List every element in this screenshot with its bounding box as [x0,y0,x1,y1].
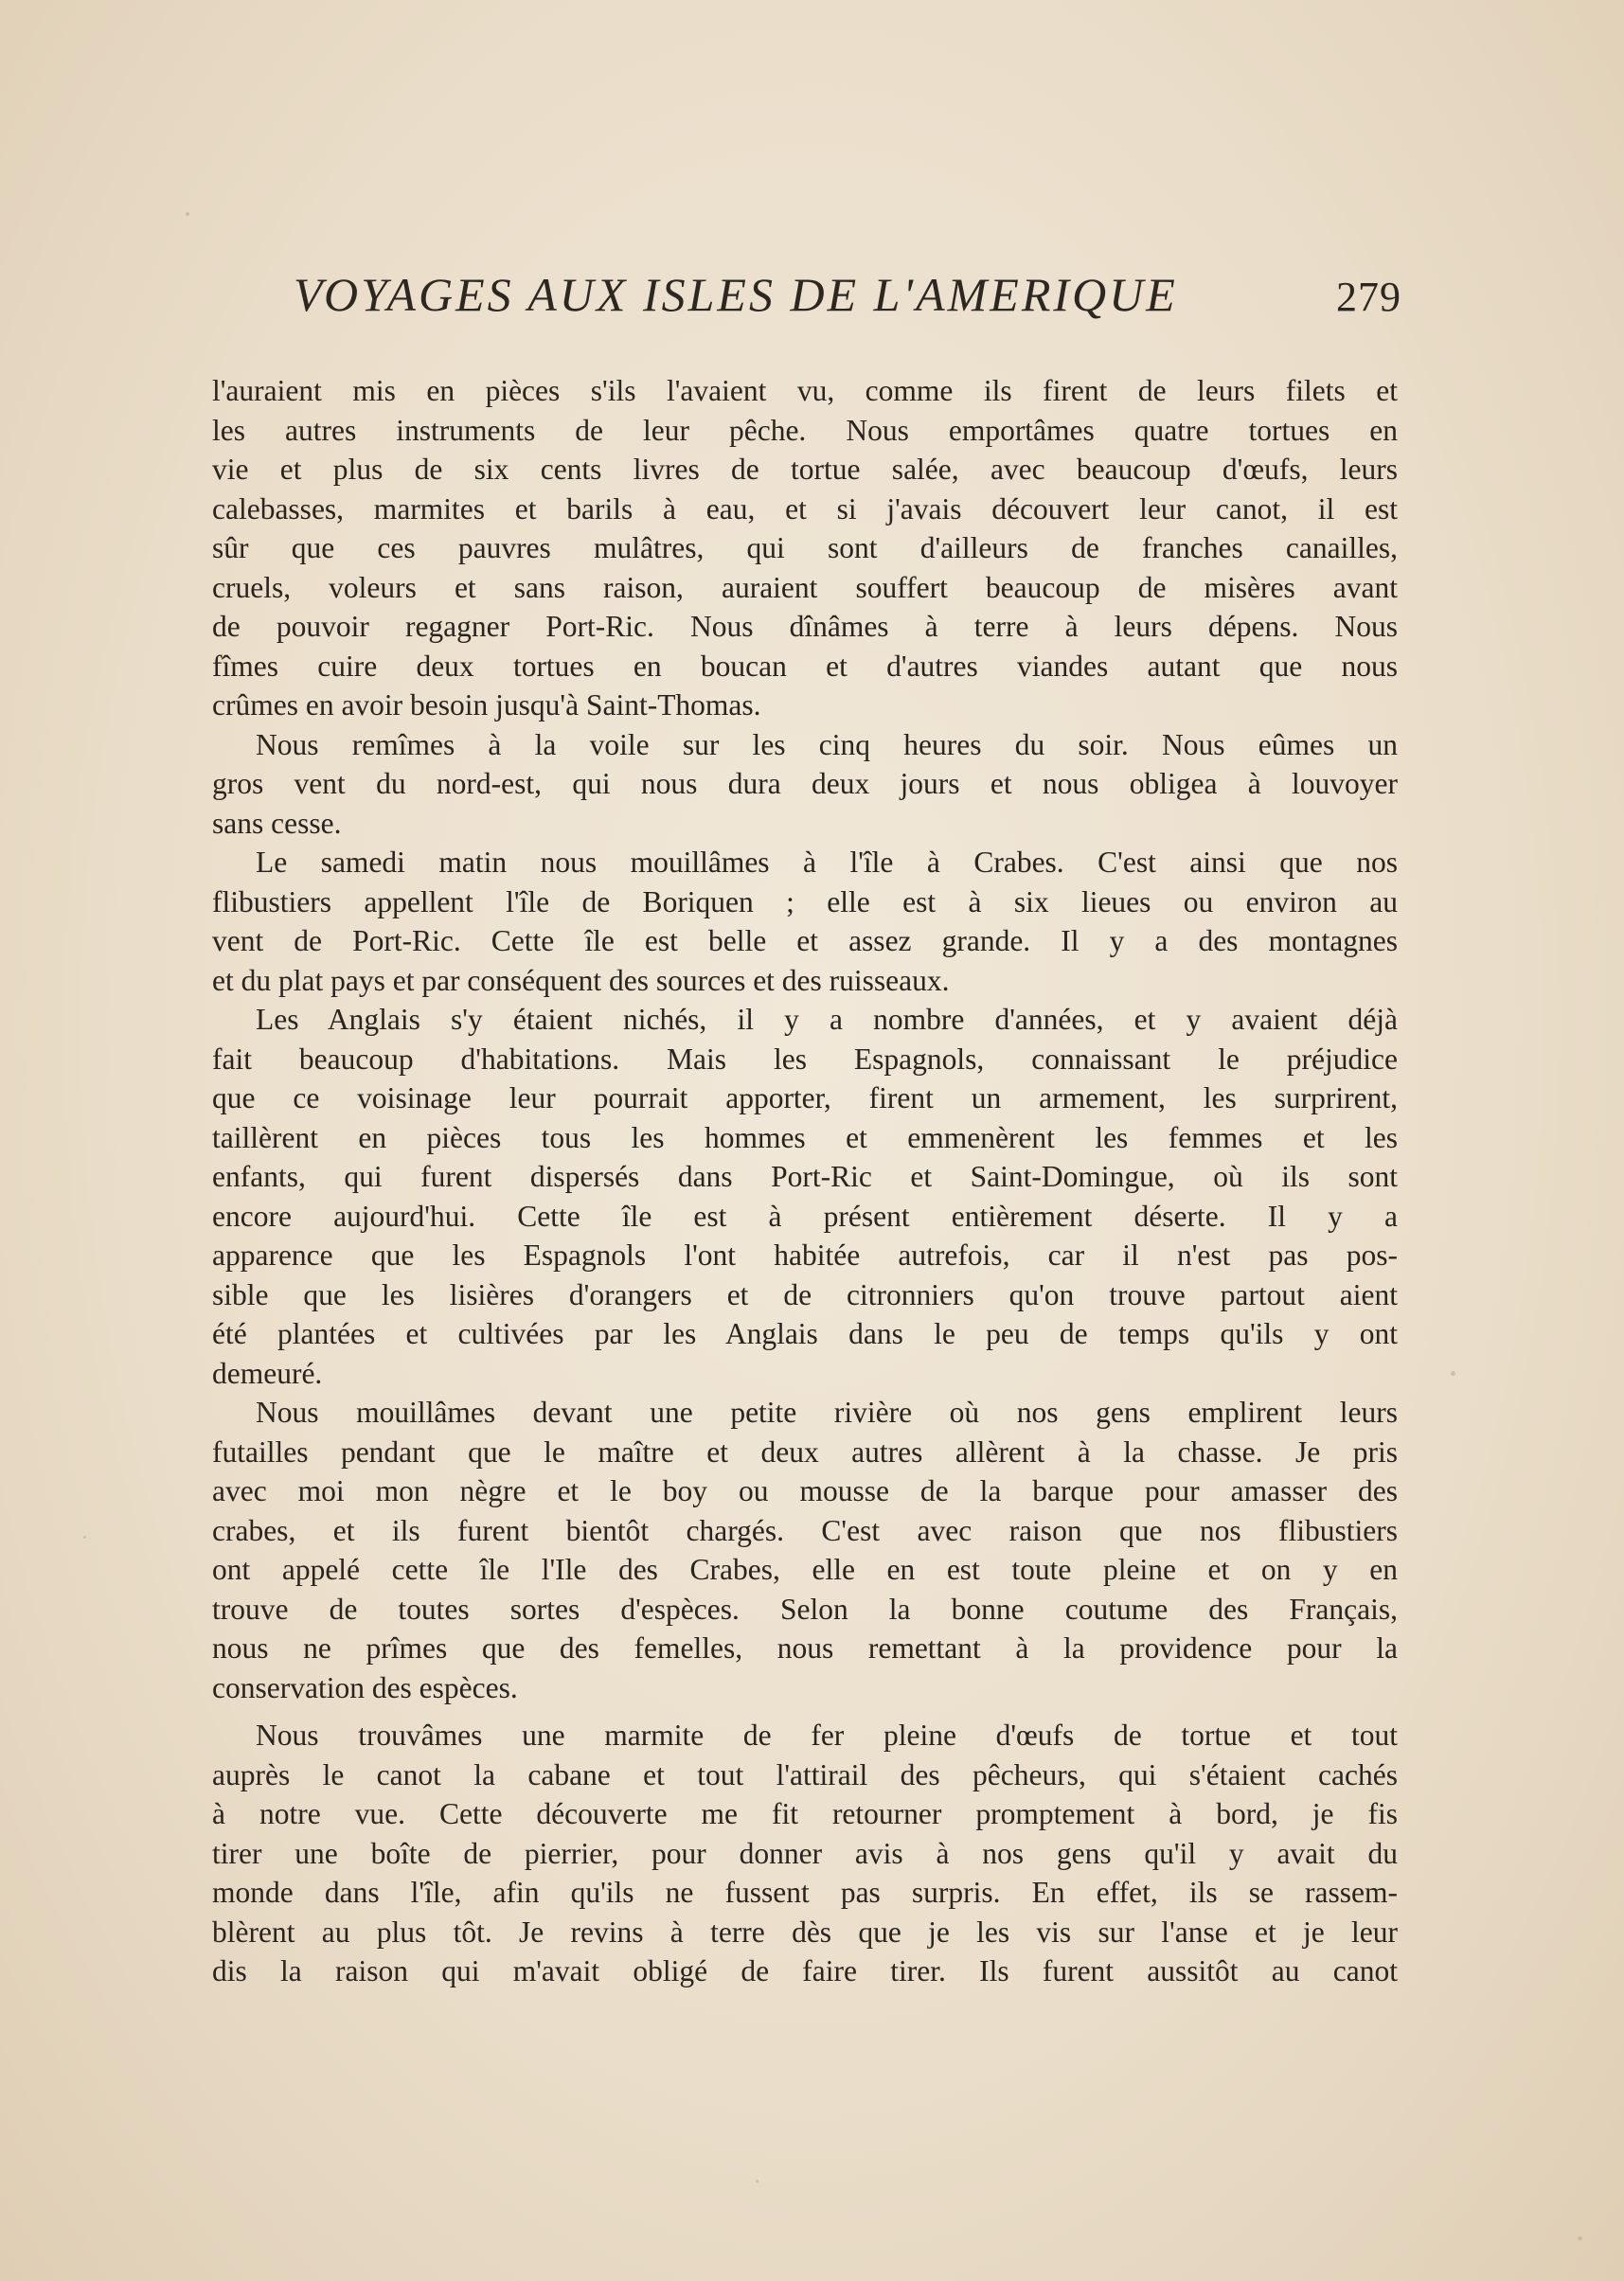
running-title: VOYAGES AUX ISLES DE L'AMERIQUE [294,268,1178,321]
text-line: vent de Port-Ric. Cette île est belle et assez grande. Il y a des montagnes [212,924,1398,957]
text-line: monde dans l'île, afin qu'ils ne fussent pas surpris. En effet, ils se rassem- [212,1876,1398,1909]
text-line: futailles pendant que le maître et deux autres allèrent à la chasse. Je pris [212,1435,1398,1469]
text-line: que ce voisinage leur pourrait apporter, firent un armement, les surprirent, [212,1081,1398,1114]
text-line: sans cesse. [212,806,342,840]
text-line: avec moi mon nègre et le boy ou mousse de la barque pour amasser des [212,1474,1398,1507]
page-number: 279 [1336,274,1401,320]
paper-speck [1578,2236,1582,2240]
text-line: apparence que les Espagnols l'ont habitée autrefois, car il n'est pas pos- [212,1239,1398,1272]
text-line: cruels, voleurs et sans raison, auraient souffert beaucoup de misères avant [212,570,1398,604]
text-line: Le samedi matin nous mouillâmes à l'île à Crabes. C'est ainsi que nos [256,846,1398,879]
paragraph [212,371,1398,725]
text-line: dis la raison qui m'avait obligé de faire tirer. Ils furent aussitôt au canot [212,1954,1398,1987]
text-line: auprès le canot la cabane et tout l'attirail des pêcheurs, qui s'étaient cachés [212,1757,1398,1791]
text-line: gros vent du nord-est, qui nous dura deux jours et nous obligea à louvoyer [212,767,1398,800]
paper-speck [756,2180,758,2183]
text-line: fait beaucoup d'habitations. Mais les Espagnols, connaissant le préjudice [212,1042,1398,1076]
text-line: flibustiers appellent l'île de Boriquen ; elle est à six lieues ou environ au [212,884,1398,918]
paragraph [212,1000,1398,1393]
text-line: nous ne prîmes que des femelles, nous remettant à la providence pour la [212,1631,1398,1665]
text-line: crabes, et ils furent bientôt chargés. C'est avec raison que nos flibustiers [212,1513,1398,1547]
text-line: enfants, qui furent dispersés dans Port-Ric et Saint-Domingue, où ils sont [212,1160,1398,1193]
text-line: Nous mouillâmes devant une petite rivière où nos gens emplirent leurs [256,1396,1398,1429]
paragraph [212,725,1398,844]
text-line: Nous trouvâmes une marmite de fer pleine d'œufs de tortue et tout [256,1719,1398,1752]
text-line: blèrent au plus tôt. Je revins à terre dès que je les vis sur l'anse et je leur [212,1915,1398,1949]
text-line: vie et plus de six cents livres de tortue salée, avec beaucoup d'œufs, leurs [212,453,1398,486]
text-line: demeuré. [212,1356,323,1390]
text-line: fîmes cuire deux tortues en boucan et d'autres viandes autant que nous [212,649,1398,683]
text-line: encore aujourd'hui. Cette île est à présent entièrement déserte. Il y a [212,1199,1398,1233]
text-line: trouve de toutes sortes d'espèces. Selon la bonne coutume des Français, [212,1592,1398,1626]
text-line: ont appelé cette île l'Ile des Crabes, elle en est toute pleine et on y en [212,1553,1398,1586]
text-line: été plantées et cultivées par les Anglais dans le peu de temps qu'ils y ont [212,1317,1398,1350]
running-header [294,267,1401,333]
paper-speck [186,212,189,216]
text-line: et du plat pays et par conséquent des sources et des ruisseaux. [212,963,950,997]
paper-speck [83,1536,86,1539]
paragraph [212,1393,1398,1707]
text-line: Nous remîmes à la voile sur les cinq heures du soir. Nous eûmes un [256,727,1398,761]
text-line: Les Anglais s'y étaient nichés, il y a nombre d'années, et y avaient déjà [256,1003,1398,1036]
paragraph [212,1716,1398,1991]
text-line: calebasses, marmites et barils à eau, et si j'avais découvert leur canot, il est [212,491,1398,526]
text-line: l'auraient mis en pièces s'ils l'avaient vu, comme ils firent de leurs filets et [212,374,1398,407]
paper-speck [1451,1371,1455,1376]
text-line: crûmes en avoir besoin jusqu'à Saint-Thomas. [212,688,761,722]
text-line: tirer une boîte de pierrier, pour donner avis à nos gens qu'il y avait du [212,1836,1398,1870]
text-line: sûr que ces pauvres mulâtres, qui sont d'ailleurs de franches canailles, [212,531,1398,564]
text-line: à notre vue. Cette découverte me fit retourner promptement à bord, je fis [212,1797,1398,1830]
text-line: sible que les lisières d'orangers et de citronniers qu'on trouve partout aient [212,1277,1398,1311]
text-line: de pouvoir regagner Port-Ric. Nous dînâmes à terre à leurs dépens. Nous [212,610,1398,643]
text-line: taillèrent en pièces tous les hommes et emmenèrent les femmes et les [212,1120,1398,1154]
body-text [212,371,1398,1991]
paragraph [212,843,1398,1000]
text-line: conservation des espèces. [212,1670,518,1704]
text-line: les autres instruments de leur pêche. Nous emportâmes quatre tortues en [212,413,1398,447]
